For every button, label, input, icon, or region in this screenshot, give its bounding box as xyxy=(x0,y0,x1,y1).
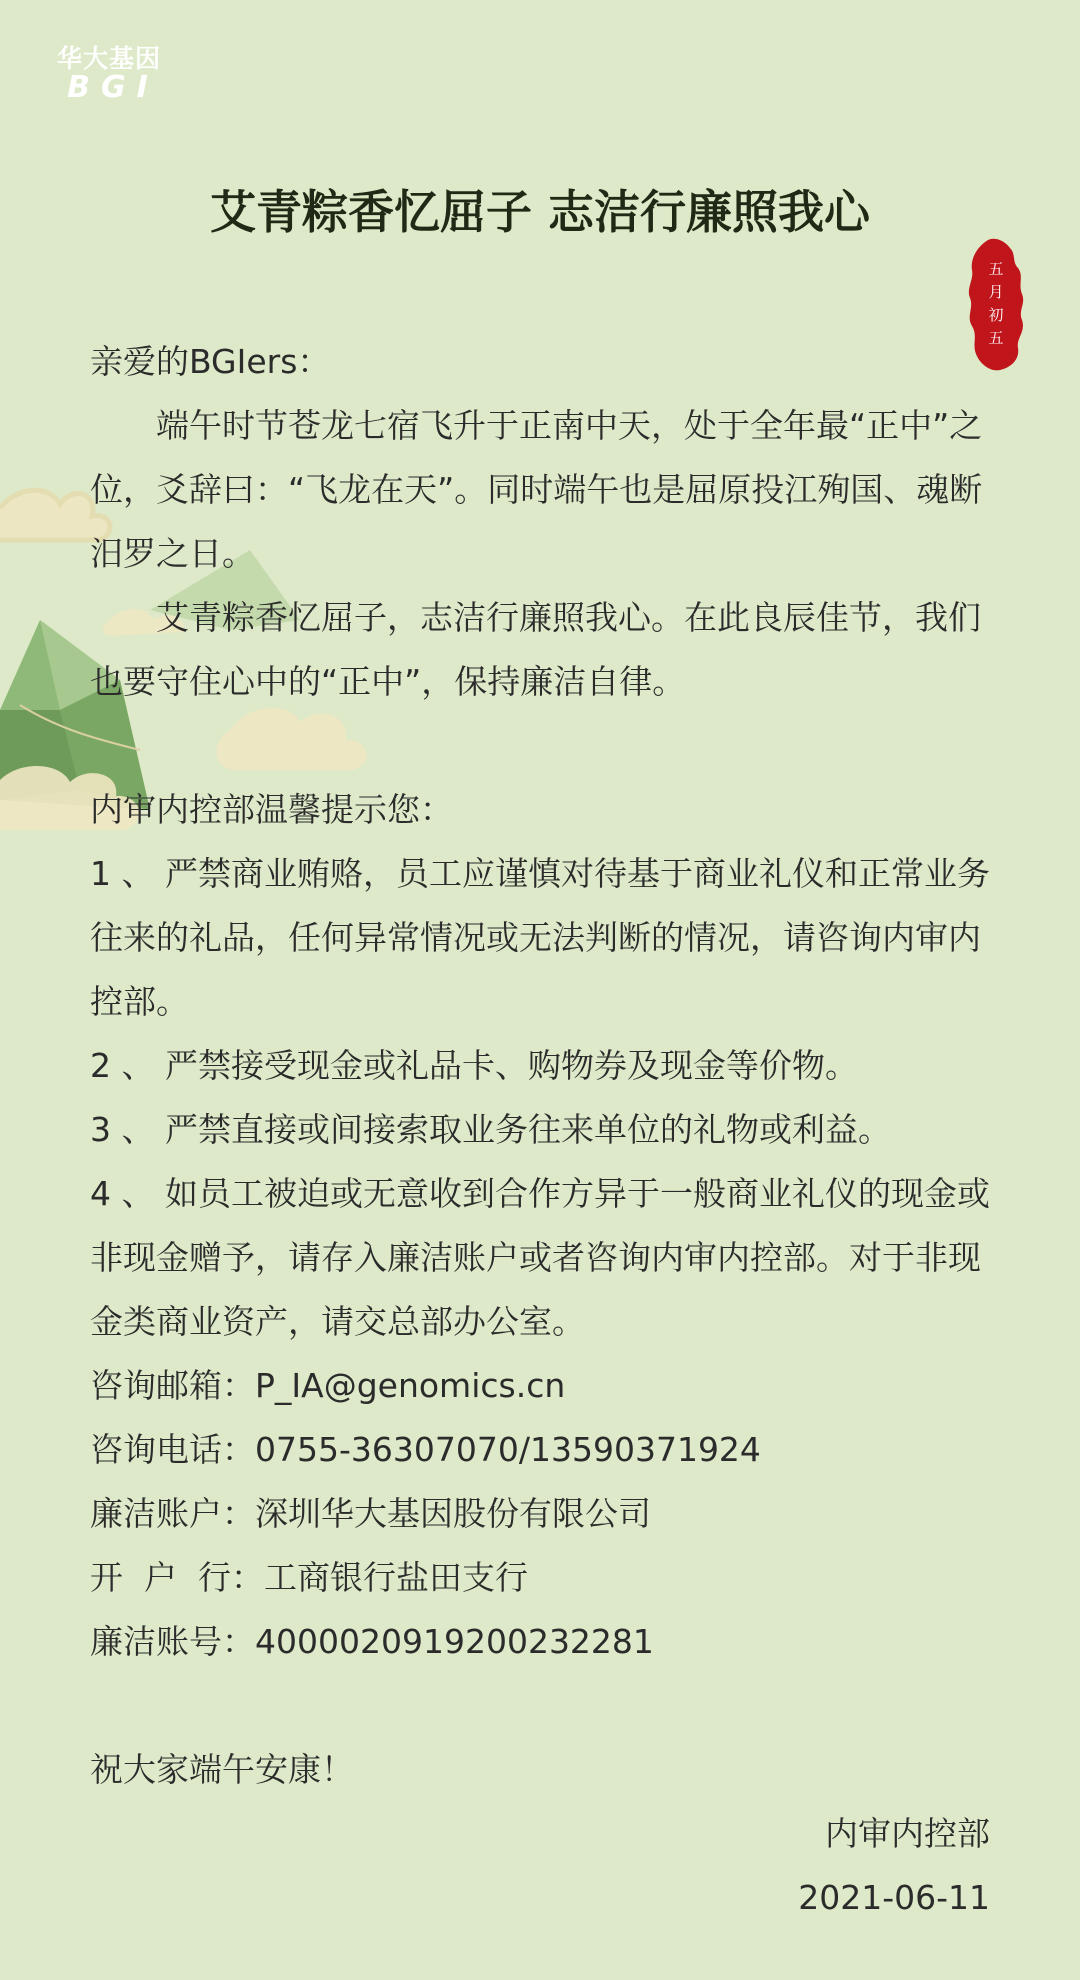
tip-item: 4 、 如员工被迫或无意收到合作方异于一般商业礼仪的现金或非现金赠予，请存入廉洁账户或者咨询内审内控部。对于非现金类商业资产，请交总部办公室。 xyxy=(90,1174,990,1341)
tip-item: 3 、 严禁直接或间接索取业务往来单位的礼物或利益。 xyxy=(90,1110,891,1149)
seal-char: 五 xyxy=(988,260,1004,278)
contact-email-row xyxy=(90,1354,990,1418)
account-name-label: 廉洁账户： xyxy=(90,1494,255,1533)
greeting: 亲爱的BGIers： xyxy=(90,342,331,381)
signature-date: 2021-06-11 xyxy=(798,1878,990,1917)
letter-body xyxy=(90,330,990,1930)
contact-email-value: P_IA@genomics.cn xyxy=(255,1366,566,1405)
account-number-value: 4000020919200232281 xyxy=(255,1622,654,1661)
bgi-logo xyxy=(44,46,174,103)
logo-english-text: BGI xyxy=(67,70,159,105)
seal-char: 初 xyxy=(988,306,1004,324)
contact-phone-value: 0755-36307070/13590371924 xyxy=(255,1430,761,1469)
contact-phone-label: 咨询电话： xyxy=(90,1430,255,1469)
seal-char: 五 xyxy=(988,329,1004,347)
paragraph: 艾青粽香忆屈子，志洁行廉照我心。在此良辰佳节，我们也要守住心中的“正中”，保持廉洁自律。 xyxy=(90,598,981,701)
logo-chinese-text: 华大基因 xyxy=(56,44,161,73)
bank-value: 工商银行盐田支行 xyxy=(263,1558,528,1597)
signature-department: 内审内控部 xyxy=(825,1814,990,1853)
tip-item: 1 、 严禁商业贿赂，员工应谨慎对待基于商业礼仪和正常业务往来的礼品，任何异常情况或无法判断的情况，请咨询内审内控部。 xyxy=(90,854,990,1021)
spacer xyxy=(90,1674,990,1738)
bank-label: 开 户 行： xyxy=(90,1558,264,1597)
page-title: 艾青粽香忆屈子 志洁行廉照我心 xyxy=(209,185,870,239)
contact-email-label: 咨询邮箱： xyxy=(90,1366,255,1405)
account-name-value: 深圳华大基因股份有限公司 xyxy=(255,1494,651,1533)
spacer xyxy=(90,714,990,778)
tips-heading: 内审内控部温馨提示您： xyxy=(90,790,453,829)
account-number-row xyxy=(90,1610,990,1674)
bank-row xyxy=(90,1546,990,1610)
paragraph: 端午时节苍龙七宿飞升于正南中天，处于全年最“正中”之位，爻辞曰：“飞龙在天”。同时端午也是屈原投江殉国、魂断汨罗之日。 xyxy=(90,406,983,573)
contact-phone-row xyxy=(90,1418,990,1482)
closing-wish: 祝大家端午安康！ xyxy=(90,1750,354,1789)
account-name-row xyxy=(90,1482,990,1546)
seal-char: 月 xyxy=(988,283,1004,301)
account-number-label: 廉洁账号： xyxy=(90,1622,255,1661)
tip-item: 2 、 严禁接受现金或礼品卡、购物券及现金等价物。 xyxy=(90,1046,858,1085)
